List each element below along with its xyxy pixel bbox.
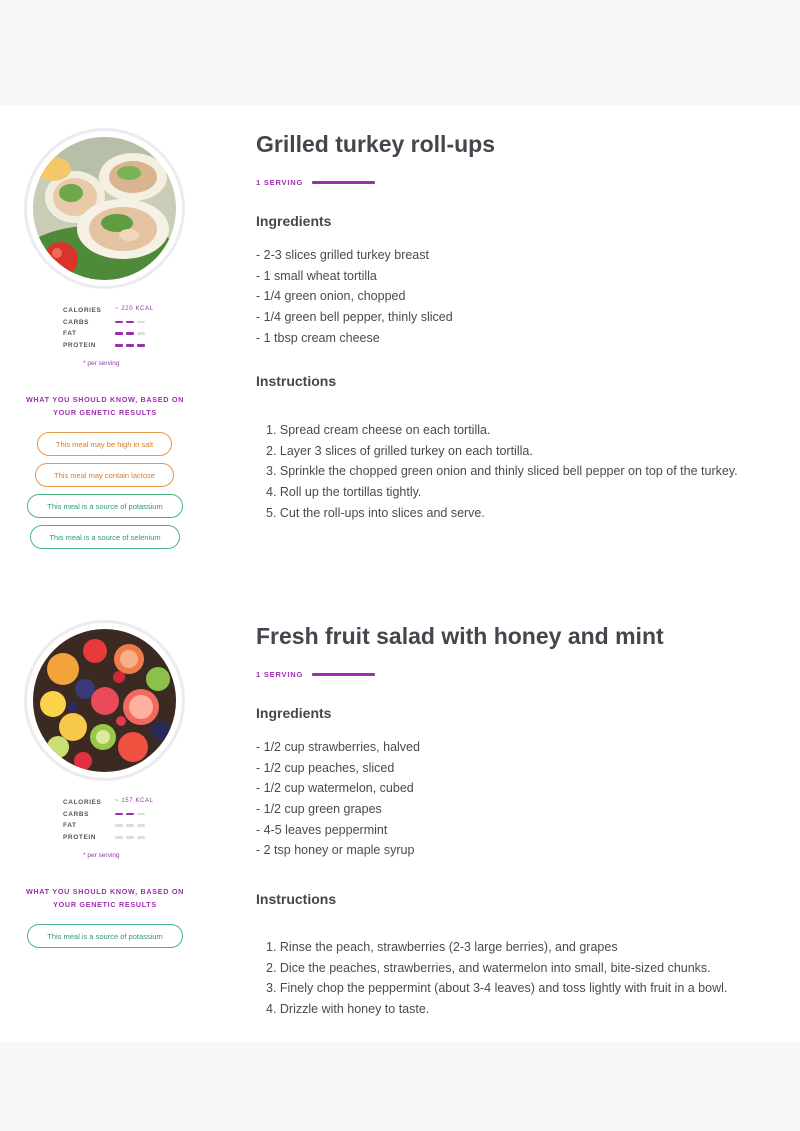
carbs-label: CARBS — [63, 318, 90, 326]
carbs-label: CARBS — [63, 810, 90, 818]
per-serving-note: * per serving — [83, 852, 120, 859]
fat-row — [63, 329, 173, 341]
instructions-list — [266, 420, 738, 523]
carbs-meter — [115, 321, 145, 324]
serving-size: 1 SERVING — [256, 178, 304, 187]
meter-dash — [137, 836, 145, 839]
fat-meter — [115, 824, 145, 827]
carbs-meter — [115, 813, 145, 816]
meter-dash — [126, 836, 134, 839]
protein-label: PROTEIN — [63, 342, 97, 350]
ingredient-item: - 4-5 leaves peppermint — [256, 822, 388, 837]
meter-dash — [115, 824, 123, 827]
meter-dash — [137, 332, 145, 335]
meter-dash — [126, 332, 134, 335]
genetic-results-heading: WHAT YOU SHOULD KNOW, BASED ON YOUR GENETIC RESULTS — [25, 887, 185, 909]
lactose-warning-badge: This meal may contain lactose — [35, 463, 174, 487]
salt-warning-badge: This meal may be high in salt — [37, 432, 172, 456]
carbs-row — [63, 810, 173, 822]
protein-label: PROTEIN — [63, 834, 97, 842]
potassium-badge: This meal is a source of potassium — [27, 924, 183, 948]
recipe-title: Grilled turkey roll-ups — [256, 131, 495, 157]
ingredients-heading: Ingredients — [256, 705, 332, 721]
fat-row — [63, 821, 173, 833]
instruction-step: 2. Dice the peaches, strawberries, and watermelon into small, bite-sized chunks. — [266, 960, 711, 975]
potassium-badge: This meal is a source of potassium — [27, 494, 183, 518]
meter-dash — [126, 321, 134, 324]
protein-row — [63, 833, 173, 845]
fat-label: FAT — [63, 330, 77, 338]
calories-row — [63, 798, 173, 810]
ingredient-item: - 1/2 cup green grapes — [256, 802, 382, 817]
ingredients-list — [256, 245, 453, 348]
calories-label: CALORIES — [63, 799, 102, 806]
ingredient-item: - 2-3 slices grilled turkey breast — [256, 248, 429, 262]
fat-meter — [115, 332, 145, 335]
recipe-photo-frame — [24, 128, 185, 289]
meter-dash — [137, 344, 145, 347]
instruction-step: 1. Rinse the peach, strawberries (2-3 large berries), and grapes — [266, 940, 618, 954]
ingredients-heading: Ingredients — [256, 213, 332, 229]
calories-row — [63, 306, 173, 318]
serving-divider — [312, 673, 375, 676]
ingredient-item: - 1/4 green onion, chopped — [256, 289, 406, 304]
ingredients-list — [256, 737, 420, 861]
protein-meter — [115, 836, 145, 839]
ingredient-item: - 1 small wheat tortilla — [256, 268, 377, 283]
fruit-salad-photo — [33, 629, 176, 772]
protein-row — [63, 341, 173, 353]
calories-value: ~ 157 KCAL — [115, 798, 154, 804]
per-serving-note: * per serving — [83, 360, 120, 367]
fat-label: FAT — [63, 822, 77, 830]
ingredient-item: - 1/2 cup strawberries, halved — [256, 740, 420, 754]
protein-meter — [115, 344, 145, 347]
ingredient-item: - 1/2 cup watermelon, cubed — [256, 781, 414, 796]
meter-dash — [137, 824, 145, 827]
meter-dash — [126, 813, 134, 816]
ingredient-item: - 1/2 cup peaches, sliced — [256, 760, 395, 775]
meter-dash — [126, 824, 134, 827]
serving-size: 1 SERVING — [256, 670, 304, 679]
ingredient-item: - 1 tbsp cream cheese — [256, 330, 380, 345]
meter-dash — [137, 813, 145, 816]
instruction-step: 5. Cut the roll-ups into slices and serve. — [266, 505, 485, 520]
recipe-photo-frame — [24, 620, 185, 781]
instructions-heading: Instructions — [256, 891, 337, 907]
instruction-step: 4. Drizzle with honey to taste. — [266, 1002, 430, 1017]
meter-dash — [137, 321, 145, 324]
instruction-step: 1. Spread cream cheese on each tortilla. — [266, 423, 491, 437]
ingredient-item: - 2 tsp honey or maple syrup — [256, 843, 415, 858]
instructions-list — [266, 937, 727, 1020]
recipe-page — [0, 105, 800, 1042]
meter-dash — [115, 836, 123, 839]
instructions-heading: Instructions — [256, 373, 337, 389]
meter-dash — [126, 344, 134, 347]
instruction-step: 2. Layer 3 slices of grilled turkey on each tortilla. — [266, 443, 533, 458]
ingredient-item: - 1/4 green bell pepper, thinly sliced — [256, 310, 453, 325]
instruction-step: 3. Sprinkle the chopped green onion and thinly sliced bell pepper on top of the turkey. — [266, 464, 738, 479]
serving-divider — [312, 181, 375, 184]
nutrition-summary — [63, 798, 173, 845]
meter-dash — [115, 321, 123, 324]
turkey-rollups-photo — [33, 137, 176, 280]
carbs-row — [63, 318, 173, 330]
recipe-title: Fresh fruit salad with honey and mint — [256, 623, 664, 649]
instruction-step: 4. Roll up the tortillas tightly. — [266, 485, 422, 500]
instruction-step: 3. Finely chop the peppermint (about 3-4 leaves) and toss lightly with fruit in a bowl. — [266, 981, 728, 996]
genetic-results-heading: WHAT YOU SHOULD KNOW, BASED ON YOUR GENETIC RESULTS — [25, 395, 185, 417]
calories-value: ~ 220 KCAL — [115, 306, 154, 312]
meter-dash — [115, 332, 123, 335]
calories-label: CALORIES — [63, 307, 102, 314]
selenium-badge: This meal is a source of selenium — [30, 525, 180, 549]
meter-dash — [115, 813, 123, 816]
meter-dash — [115, 344, 123, 347]
nutrition-summary — [63, 306, 173, 353]
